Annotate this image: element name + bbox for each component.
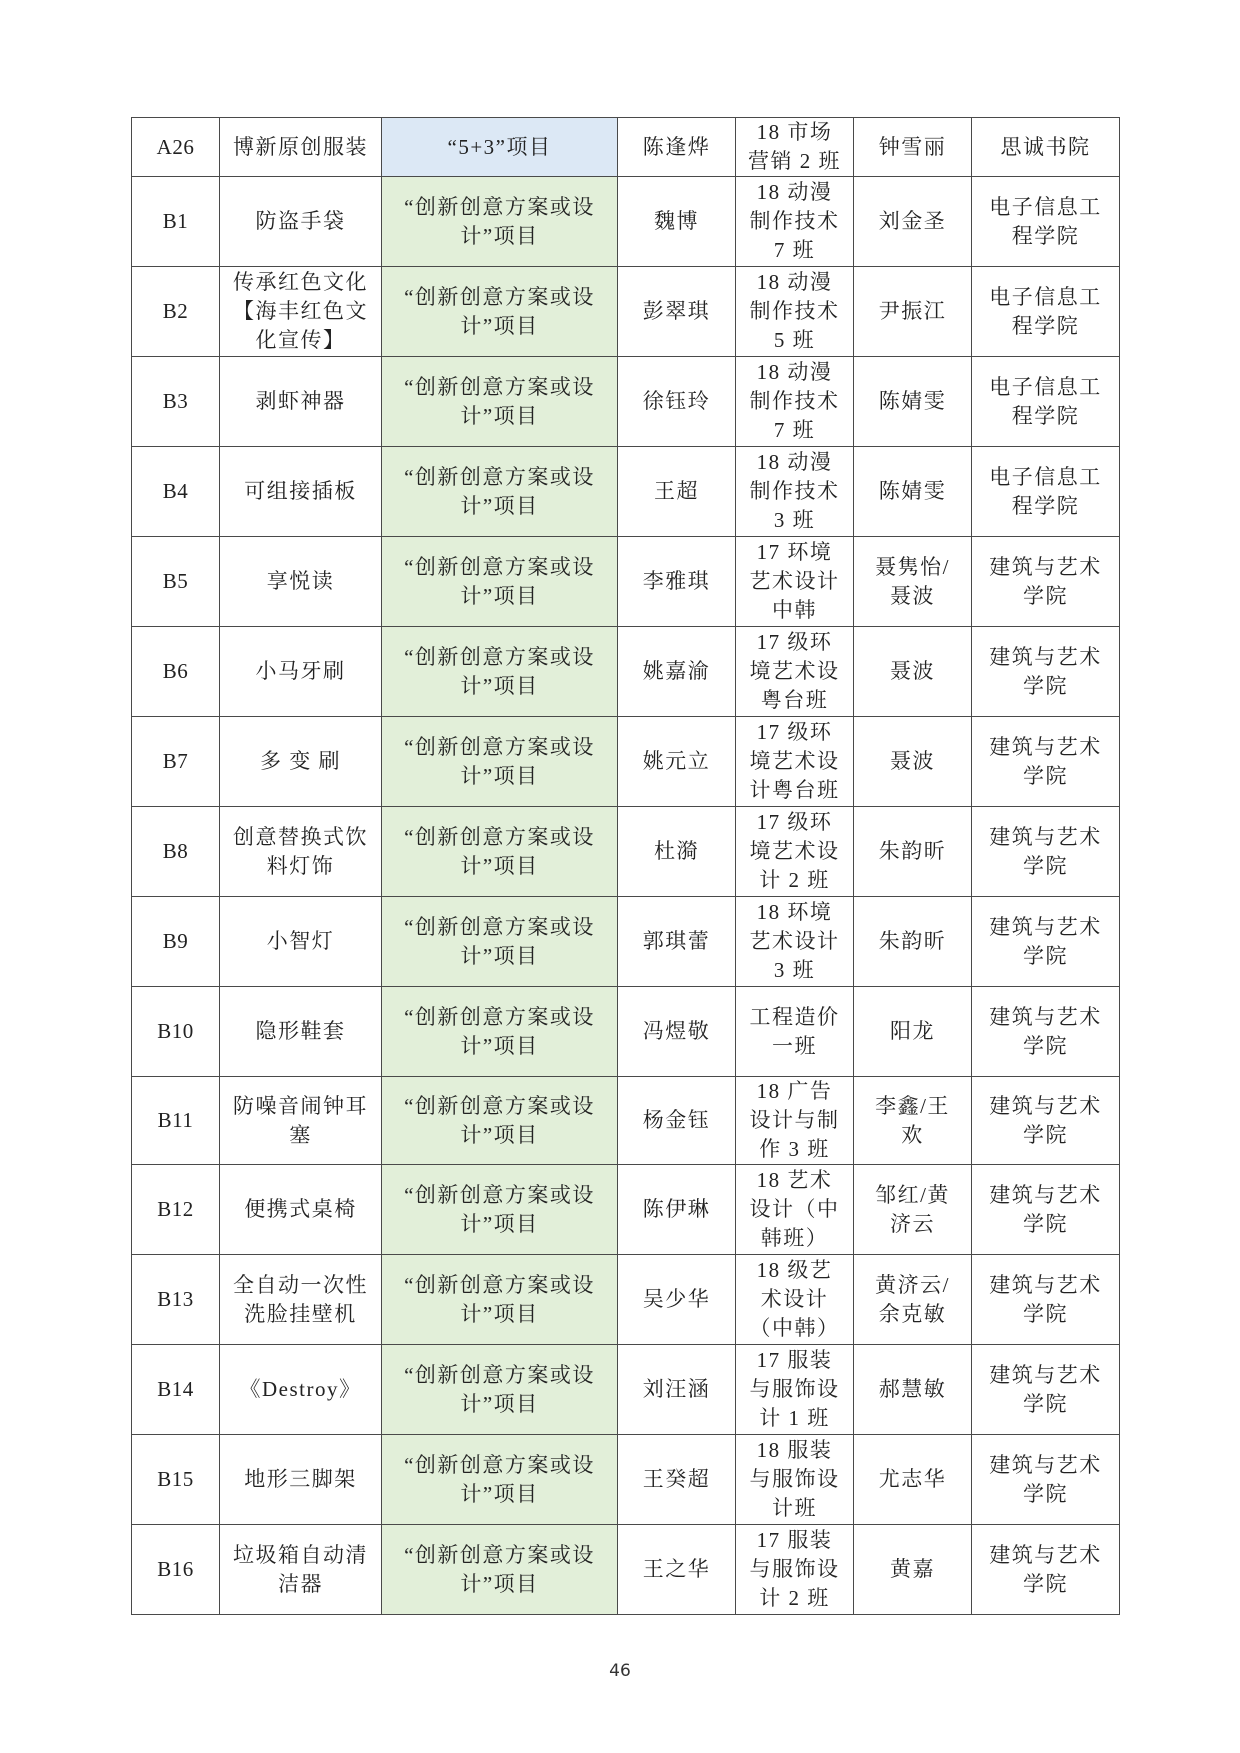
cell-leader: 王之华 <box>618 1525 736 1615</box>
table-row <box>132 1077 1120 1165</box>
cell-project-code: B13 <box>132 1255 220 1345</box>
cell-advisor: 邹红/黄 济云 <box>854 1165 972 1255</box>
cell-college: 建筑与艺术 学院 <box>972 1077 1120 1165</box>
cell-project-code: A26 <box>132 118 220 177</box>
cell-advisor: 黄嘉 <box>854 1525 972 1615</box>
cell-leader: 姚元立 <box>618 717 736 807</box>
cell-project-code: B5 <box>132 537 220 627</box>
cell-project-name: 垃圾箱自动清 洁器 <box>220 1525 382 1615</box>
cell-college: 建筑与艺术 学院 <box>972 1525 1120 1615</box>
cell-project-type: “创新创意方案或设 计”项目 <box>382 357 618 447</box>
cell-leader: 彭翠琪 <box>618 267 736 357</box>
table-row <box>132 177 1120 267</box>
cell-project-name: 博新原创服装 <box>220 118 382 177</box>
cell-project-name: 地形三脚架 <box>220 1435 382 1525</box>
cell-leader: 王超 <box>618 447 736 537</box>
cell-leader: 吴少华 <box>618 1255 736 1345</box>
cell-project-name: 传承红色文化 【海丰红色文 化宣传】 <box>220 267 382 357</box>
cell-project-name: 创意替换式饮 料灯饰 <box>220 807 382 897</box>
cell-college: 建筑与艺术 学院 <box>972 1435 1120 1525</box>
cell-advisor: 朱韵昕 <box>854 807 972 897</box>
cell-project-name: 《Destroy》 <box>220 1345 382 1435</box>
cell-project-code: B3 <box>132 357 220 447</box>
cell-project-name: 多 变 刷 <box>220 717 382 807</box>
cell-class: 18 艺术 设计（中 韩班） <box>736 1165 854 1255</box>
cell-class: 18 广告 设计与制 作 3 班 <box>736 1077 854 1165</box>
cell-advisor: 刘金圣 <box>854 177 972 267</box>
cell-project-code: B7 <box>132 717 220 807</box>
cell-project-type: “创新创意方案或设 计”项目 <box>382 1525 618 1615</box>
cell-project-name: 小马牙刷 <box>220 627 382 717</box>
cell-project-type: “创新创意方案或设 计”项目 <box>382 267 618 357</box>
cell-leader: 王癸超 <box>618 1435 736 1525</box>
cell-leader: 陈伊琳 <box>618 1165 736 1255</box>
table-row <box>132 807 1120 897</box>
cell-project-code: B8 <box>132 807 220 897</box>
cell-class: 17 级环 境艺术设 粤台班 <box>736 627 854 717</box>
cell-leader: 冯煜敬 <box>618 987 736 1077</box>
cell-project-code: B4 <box>132 447 220 537</box>
cell-project-code: B12 <box>132 1165 220 1255</box>
cell-project-name: 防盗手袋 <box>220 177 382 267</box>
cell-project-type: “创新创意方案或设 计”项目 <box>382 717 618 807</box>
cell-leader: 杨金钰 <box>618 1077 736 1165</box>
cell-project-type: “创新创意方案或设 计”项目 <box>382 447 618 537</box>
cell-class: 17 级环 境艺术设 计 2 班 <box>736 807 854 897</box>
cell-project-code: B15 <box>132 1435 220 1525</box>
cell-college: 建筑与艺术 学院 <box>972 627 1120 717</box>
table-row <box>132 1525 1120 1615</box>
cell-project-code: B16 <box>132 1525 220 1615</box>
table-body <box>132 118 1120 1615</box>
cell-class: 18 动漫 制作技术 5 班 <box>736 267 854 357</box>
cell-advisor: 聂波 <box>854 627 972 717</box>
cell-project-type: “创新创意方案或设 计”项目 <box>382 1345 618 1435</box>
cell-project-name: 便携式桌椅 <box>220 1165 382 1255</box>
cell-leader: 刘汪涵 <box>618 1345 736 1435</box>
cell-college: 电子信息工 程学院 <box>972 267 1120 357</box>
cell-project-type: “创新创意方案或设 计”项目 <box>382 1255 618 1345</box>
cell-college: 建筑与艺术 学院 <box>972 1255 1120 1345</box>
cell-college: 建筑与艺术 学院 <box>972 537 1120 627</box>
table-row <box>132 447 1120 537</box>
page-number: 46 <box>609 1661 631 1681</box>
cell-class: 18 市场 营销 2 班 <box>736 118 854 177</box>
cell-project-code: B2 <box>132 267 220 357</box>
cell-class: 17 服装 与服饰设 计 1 班 <box>736 1345 854 1435</box>
cell-college: 建筑与艺术 学院 <box>972 807 1120 897</box>
cell-class: 18 环境 艺术设计 3 班 <box>736 897 854 987</box>
cell-project-type: “创新创意方案或设 计”项目 <box>382 1435 618 1525</box>
cell-class: 18 动漫 制作技术 3 班 <box>736 447 854 537</box>
cell-project-name: 可组接插板 <box>220 447 382 537</box>
cell-college: 建筑与艺术 学院 <box>972 1345 1120 1435</box>
cell-project-name: 享悦读 <box>220 537 382 627</box>
cell-leader: 杜漪 <box>618 807 736 897</box>
cell-class: 18 动漫 制作技术 7 班 <box>736 177 854 267</box>
cell-leader: 魏博 <box>618 177 736 267</box>
cell-project-code: B14 <box>132 1345 220 1435</box>
cell-college: 电子信息工 程学院 <box>972 447 1120 537</box>
cell-advisor: 朱韵昕 <box>854 897 972 987</box>
cell-class: 18 动漫 制作技术 7 班 <box>736 357 854 447</box>
table-row <box>132 537 1120 627</box>
table-row <box>132 717 1120 807</box>
cell-project-name: 全自动一次性 洗脸挂壁机 <box>220 1255 382 1345</box>
cell-class: 工程造价 一班 <box>736 987 854 1077</box>
cell-project-type: “5+3”项目 <box>382 118 618 177</box>
cell-advisor: 尹振江 <box>854 267 972 357</box>
cell-class: 17 级环 境艺术设 计粤台班 <box>736 717 854 807</box>
table-row <box>132 627 1120 717</box>
cell-advisor: 聂波 <box>854 717 972 807</box>
cell-project-code: B1 <box>132 177 220 267</box>
cell-college: 电子信息工 程学院 <box>972 357 1120 447</box>
cell-college: 建筑与艺术 学院 <box>972 1165 1120 1255</box>
table-row <box>132 1345 1120 1435</box>
cell-project-code: B11 <box>132 1077 220 1165</box>
table-row <box>132 1255 1120 1345</box>
cell-project-name: 隐形鞋套 <box>220 987 382 1077</box>
cell-college: 建筑与艺术 学院 <box>972 987 1120 1077</box>
cell-leader: 李雅琪 <box>618 537 736 627</box>
cell-leader: 姚嘉渝 <box>618 627 736 717</box>
cell-advisor: 李鑫/王 欢 <box>854 1077 972 1165</box>
cell-project-type: “创新创意方案或设 计”项目 <box>382 177 618 267</box>
cell-project-type: “创新创意方案或设 计”项目 <box>382 627 618 717</box>
cell-project-type: “创新创意方案或设 计”项目 <box>382 1165 618 1255</box>
cell-class: 17 环境 艺术设计 中韩 <box>736 537 854 627</box>
table-row <box>132 1165 1120 1255</box>
cell-project-type: “创新创意方案或设 计”项目 <box>382 807 618 897</box>
cell-project-type: “创新创意方案或设 计”项目 <box>382 987 618 1077</box>
cell-advisor: 聂隽怡/ 聂波 <box>854 537 972 627</box>
cell-advisor: 陈婧雯 <box>854 357 972 447</box>
cell-project-code: B6 <box>132 627 220 717</box>
cell-college: 建筑与艺术 学院 <box>972 897 1120 987</box>
cell-project-name: 防噪音闹钟耳 塞 <box>220 1077 382 1165</box>
cell-project-type: “创新创意方案或设 计”项目 <box>382 1077 618 1165</box>
cell-advisor: 阳龙 <box>854 987 972 1077</box>
table-row <box>132 118 1120 177</box>
project-table <box>131 117 1120 1615</box>
cell-project-code: B10 <box>132 987 220 1077</box>
cell-leader: 徐钰玲 <box>618 357 736 447</box>
cell-leader: 郭琪蕾 <box>618 897 736 987</box>
cell-advisor: 尤志华 <box>854 1435 972 1525</box>
cell-advisor: 郝慧敏 <box>854 1345 972 1435</box>
table-row <box>132 357 1120 447</box>
table-row <box>132 897 1120 987</box>
cell-college: 思诚书院 <box>972 118 1120 177</box>
cell-project-type: “创新创意方案或设 计”项目 <box>382 537 618 627</box>
cell-project-name: 小智灯 <box>220 897 382 987</box>
cell-college: 建筑与艺术 学院 <box>972 717 1120 807</box>
cell-class: 18 服装 与服饰设 计班 <box>736 1435 854 1525</box>
cell-leader: 陈逢烨 <box>618 118 736 177</box>
table-row <box>132 1435 1120 1525</box>
cell-advisor: 钟雪丽 <box>854 118 972 177</box>
cell-college: 电子信息工 程学院 <box>972 177 1120 267</box>
cell-project-name: 剥虾神器 <box>220 357 382 447</box>
table-row <box>132 267 1120 357</box>
table-row <box>132 987 1120 1077</box>
cell-advisor: 黄济云/ 余克敏 <box>854 1255 972 1345</box>
cell-class: 18 级艺 术设计 （中韩） <box>736 1255 854 1345</box>
cell-project-code: B9 <box>132 897 220 987</box>
cell-advisor: 陈婧雯 <box>854 447 972 537</box>
cell-project-type: “创新创意方案或设 计”项目 <box>382 897 618 987</box>
cell-class: 17 服装 与服饰设 计 2 班 <box>736 1525 854 1615</box>
